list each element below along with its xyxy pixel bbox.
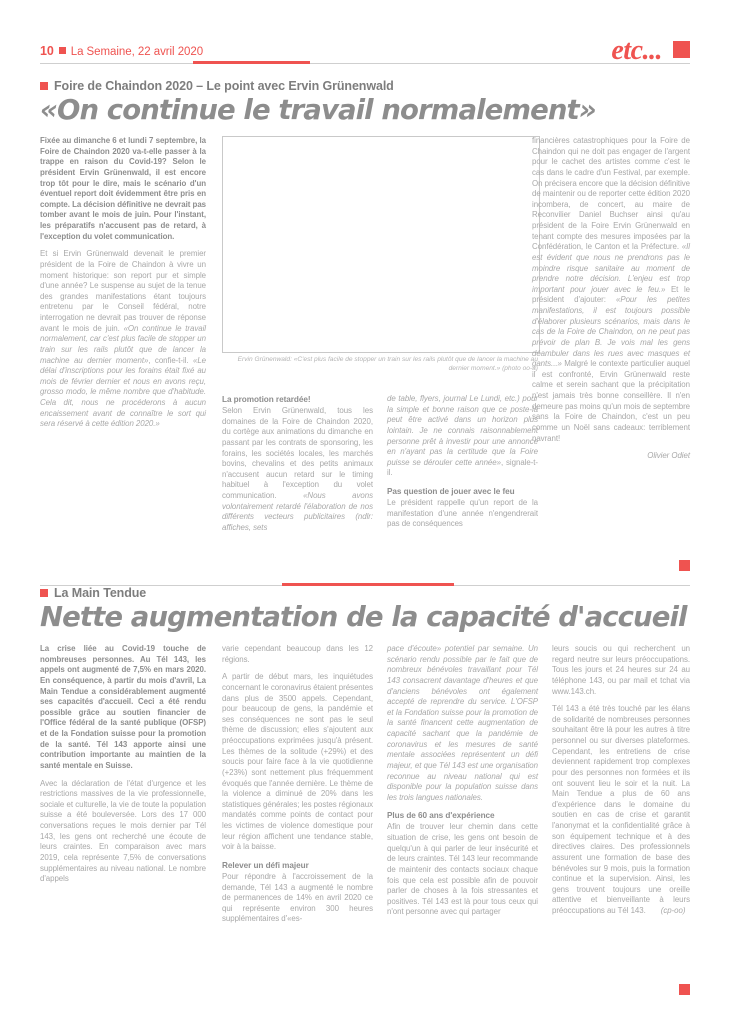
article2-paragraph: leurs soucis ou qui recherchent un regard neutre sur leurs préoccupations. Tous les jours et 24 heures sur 24 au téléphone 143, ou par mail et tchat via www.143.ch. [552, 644, 690, 696]
article1-photo [222, 136, 540, 353]
article1-column-2 [222, 394, 373, 541]
quote-run: «On continue le travail normalement, car c'est plus facile de stopper un train sur les rails plutôt que de lancer la machine au dernier moment» [40, 323, 206, 365]
quote-run: de table, flyers, journal Le Lundi, etc.) pour la simple et bonne raison que ce poste-là peut être activé dans un horizon plus lointain. Je ne connais raisonnablement personne prêt à investir pour une annonce en n'ayant pas la certitude que la Foire puisse se dérouler cette année» [387, 394, 538, 467]
article1-kicker-label: Foire de Chaindon 2020 – Le point avec Ervin Grünenwald [54, 79, 394, 93]
text-run: , signale-t-il. [387, 457, 538, 478]
article2-column-2 [222, 644, 373, 932]
text-run: pace d'écoute» potentiel par semaine. Un scénario rendu possible par le fait que de nombreux bénévoles travaillant pour Tél 143 consacrent davantage d'heures et que d'anciens bénévoles ont également accepté de reprendre du service. L'OFSP et la Fondation suisse pour la promotion de la santé financent cette augmentation de capacité sachant que la pandémie de coronavirus et les mesures de santé mentale associées représentent un défi majeur, et que Tél 143 est une organisation reconnue au niveau national qui est disponible pour la population suisse dans les trois langues nationales. [387, 644, 538, 802]
masthead-publication-info [40, 44, 203, 58]
article1-headline: «On continue le travail normalement» [40, 94, 596, 126]
article2-paragraph [387, 644, 538, 803]
square-bullet-icon [40, 82, 48, 90]
article1-column-1 [40, 136, 206, 437]
quote-run: «Nous avons volontairement retardé l'élaboration de nos différents vecteurs publicitaires (ndlr: affiches, sets [222, 491, 373, 532]
square-bullet-icon [59, 47, 66, 54]
text-run: Tél 143 a été très touché par les élans de solidarité de nombreuses personnes souhaitant être là pour les autres à titre personnel ou sur diverses plateformes. Cependant, les entretiens de crise deviennent rapidement trop complexes pour des personnes non formées et ils ont souvent lieu le soir et la nuit. La Main Tendue a plus de 60 ans d'expérience dans le domaine du soutien en cas de crise et garantit l'anonymat et la confidentialité grâce à son équipement technique et à des directives claires. Des professionnels assurent une formation de base des bénévoles sur 9 mois, puis la formation continue et la supervision. Ainsi, les gens trouvent toujours une oreille attentive et bienveillante à leurs préoccupations au Tél 143. [552, 704, 690, 915]
article2-paragraph: A partir de début mars, les inquiétudes concernant le coronavirus étaient présentes dans plus de 3500 appels. Cependant, pour beaucoup de gens, la pandémie et ses conséquences ne sont pas le seul thème de discussion; elles s'ajoutent aux préoccupations exprimées jusqu'à présent. Les thèmes de la solitude (+29%) et des soucis pour faire face à la vie quotidienne (+23%) sont nettement plus fréquemment évoqués que l'année dernière. Le thème de la violence a diminué de 20% dans les statistiques générales; les postes régionaux mandatés comme points de contact pour les victimes de violence domestique pour leur région affichent une tendance stable, voir à la baisse. [222, 672, 373, 852]
article2-paragraph: Pour répondre à l'accroissement de la demande, Tél 143 a augmenté le nombre de permanences de 14% en avril 2020 ce qui représente environ 300 heures supplémentaires d'«es- [222, 871, 373, 924]
article1-kicker [40, 79, 690, 93]
article2-header [40, 586, 690, 633]
masthead [40, 35, 690, 78]
article1-column-4 [532, 136, 690, 469]
article1-header [40, 79, 690, 126]
article1-paragraph [222, 406, 373, 534]
article1-paragraph [387, 394, 538, 479]
text-run: , confie-t-il. [148, 355, 193, 365]
publication-date: La Semaine, 22 avril 2020 [70, 46, 204, 58]
quote-run: «Le délai d'inscriptions pour les forains était fixé au mois de février dernier et nous en avons reçu, grosso modo, le même nombre que d'habitude. Cela dit, nous ne procéderons à aucun encaissement avant de connaître le sort qui sera réservé à cette édition 2020.» [40, 355, 207, 429]
text-run: Et le président d'ajouter: [532, 284, 690, 305]
article2-kicker [40, 586, 690, 600]
etc-logo-square-icon [673, 41, 690, 58]
text-run: Malgré le contexte particulier auquel il est confronté, Ervin Grünenwald reste calme et serein sachant que la précipitation n'est jamais très bonne conseillère. Il n'en demeure pas moins qu'un mois de septembre sans la Foire de Chaindon, c'est un peu comme un Noël sans cadeaux: terriblement navrant! [532, 359, 690, 443]
article1-photo-caption: Ervin Grünenwald: «C'est plus facile de stopper un train sur les rails plutôt que de lancer la machine au dernier moment.» (photo oo-a) [237, 356, 538, 373]
article2-kicker-label: La Main Tendue [54, 586, 147, 600]
article1-col2-subhead: La promotion retardée! [222, 395, 311, 404]
article1-column-3 [387, 394, 538, 537]
quote-run: «Il est évident que nous ne prendrons pas le moindre risque sanitaire au moment de prendre notre décision. L'enjeu est trop important pour jouer avec le feu.» [532, 242, 690, 294]
masthead-divider-accent [193, 61, 310, 64]
article2-column-4 [552, 644, 690, 924]
article2-col2-subhead: Relever un défi majeur [222, 860, 309, 870]
article2-paragraph: varie cependant beaucoup dans les 12 régions. [222, 644, 373, 664]
article1-byline: Olivier Odiet [647, 451, 690, 461]
article2-paragraph [552, 704, 690, 917]
text-run: financières catastrophiques pour la Foire de Chaindon qui ne doit pas engager de l'argent pour le cachet des artistes comme c'est le cas dans le cadre d'un Festival, par exemple. On précisera encore que la décision définitive de maintenir ou de reporter cette édition 2020 incombera, de concert, au maire de Reconvilier Daniel Buchser ainsi qu'au président de la Foire Ervin Grünenwald en tenant compte des mesures imposées par la Confédération, le Canton et la Préfecture. [532, 136, 690, 252]
article2-column-3 [387, 644, 538, 925]
article1-paragraph: Le président rappelle qu'un report de la manifestation d'une année n'engendrerait pas de conséquences [387, 498, 538, 529]
article2-column-1 [40, 644, 206, 892]
article1-col3-subhead: Pas question de jouer avec le feu [387, 487, 515, 496]
article2-paragraph: Avec la déclaration de l'état d'urgence et les restrictions massives de la vie professionnelle, sociale et culturelle, la vie de toute la population suisse a été bouleversée. Lors des 17 000 conversations reçues le mois dernier par Tél 143, les gens ont recherché une écoute de leurs craintes. En comparaison avec mars 2019, cela représente 7,5% de conversations supplémentaires au niveau national. Le nombre d'appels [40, 778, 206, 884]
masthead-divider [40, 63, 690, 64]
article1-end-mark [679, 560, 690, 571]
article2-end-mark [679, 984, 690, 995]
article1-lead-paragraph: Fixée au dimanche 6 et lundi 7 septembre, la Foire de Chaindon 2020 va-t-elle passer à la trappe en raison du Covid-19? Selon le président Ervin Grünenwald, il est encore trop tôt pour le dire, mais le scénario d'un éventuel report doit évidemment être pris en compte. La décision définitive ne devrait pas tomber avant le mois de juin. Pour l'instant, les préparatifs n'accusent pas de retard, à l'exception du volet communication. [40, 136, 206, 241]
article1-paragraph [532, 136, 690, 444]
article2-headline: Nette augmentation de la capacité d'accueil [40, 601, 687, 633]
page-number: 10 [40, 44, 54, 58]
article2-paragraph: Afin de trouver leur chemin dans cette situation de crise, les gens ont besoin de quelqu'un à qui parler de leur insécurité et de leurs craintes. Tél 143 leur recommande de maintenir des contacts sociaux chaque fois que cela est possible afin de pouvoir parler de choses à la fois stressantes et positives. Tél 143 est là pour tous ceux qui n'ont personne avec qui partager [387, 822, 538, 917]
square-bullet-icon [40, 589, 48, 597]
quote-run: «Pour les petites manifestations, il est toujours possible d'élaborer plusieurs scénarios, mais dans le cas de la Foire de Chaindon, on ne peut pas prévoir de plan B. Je vois mal les gens déambuler dans les rues avec masques et gants...» [532, 295, 690, 369]
article1-paragraph [40, 249, 206, 430]
text-run: Et si Ervin Grünenwald devenait le premier président de la Foire de Chaindon à vivre un moment historique: son report pur et simple d'une année? Le suspense au sujet de la tenue des grandes manifestations étant toujours entretenu par le Conseil fédéral, notre interrogation ne devrait pas trouver de réponse avant le mois de juin. [40, 249, 206, 333]
text-run: Selon Ervin Grünenwald, tous les domaines de la Foire de Chaindon 2020, du cortège aux animations du dimanche en passant par les contrats de sponsoring, les forains, les sociétés locales, les marchés bovins, chevalins et des petits animaux n'accusent aucun retard sur le timing habituel à l'exception du volet communication. [222, 406, 373, 501]
etc-logo: etc... [611, 35, 662, 66]
article2-credit: (cp-oo) [660, 906, 686, 915]
article2-col3-subhead: Plus de 60 ans d'expérience [387, 811, 495, 821]
article2-lead-paragraph: La crise liée au Covid-19 touche de nombreuses personnes. Au Tél 143, les appels ont augmenté de 7,5% en mars 2020. En conséquence, à partir du mois d'avril, La Main Tendue a considérablement augmenté ses capacités d'accueil. Ceci a été rendu possible grâce au soutien financier de l'Office fédéral de la santé publique (OFSP) et de la Fondation suisse pour la promotion de la santé. Tél 143 apporte ainsi une contribution importante au maintien de la santé mentale en Suisse. [40, 644, 206, 770]
